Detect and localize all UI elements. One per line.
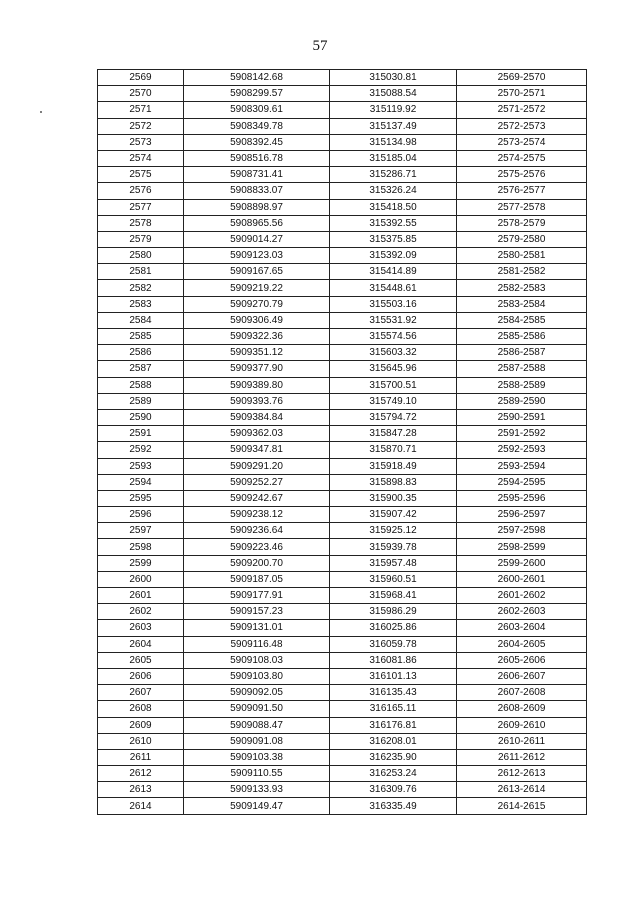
y-coordinate-cell: 315418.50 bbox=[330, 199, 457, 215]
table-row bbox=[98, 766, 587, 782]
point-number-cell: 2581 bbox=[98, 264, 184, 280]
table-row bbox=[98, 507, 587, 523]
x-coordinate-cell: 5909187.05 bbox=[184, 571, 330, 587]
x-coordinate-cell: 5909377.90 bbox=[184, 361, 330, 377]
x-coordinate-cell: 5909103.80 bbox=[184, 668, 330, 684]
table-row bbox=[98, 426, 587, 442]
table-row bbox=[98, 345, 587, 361]
segment-cell: 2582-2583 bbox=[457, 280, 587, 296]
x-coordinate-cell: 5909393.76 bbox=[184, 393, 330, 409]
segment-cell: 2579-2580 bbox=[457, 231, 587, 247]
x-coordinate-cell: 5909242.67 bbox=[184, 490, 330, 506]
x-coordinate-cell: 5909103.38 bbox=[184, 749, 330, 765]
x-coordinate-cell: 5909167.65 bbox=[184, 264, 330, 280]
x-coordinate-cell: 5909384.84 bbox=[184, 409, 330, 425]
point-number-cell: 2574 bbox=[98, 150, 184, 166]
x-coordinate-cell: 5909270.79 bbox=[184, 296, 330, 312]
segment-cell: 2593-2594 bbox=[457, 458, 587, 474]
point-number-cell: 2605 bbox=[98, 652, 184, 668]
y-coordinate-cell: 315603.32 bbox=[330, 345, 457, 361]
segment-cell: 2591-2592 bbox=[457, 426, 587, 442]
x-coordinate-cell: 5908516.78 bbox=[184, 150, 330, 166]
x-coordinate-cell: 5909219.22 bbox=[184, 280, 330, 296]
y-coordinate-cell: 315898.83 bbox=[330, 474, 457, 490]
x-coordinate-cell: 5908731.41 bbox=[184, 167, 330, 183]
y-coordinate-cell: 315531.92 bbox=[330, 312, 457, 328]
segment-cell: 2614-2615 bbox=[457, 798, 587, 814]
table-row bbox=[98, 215, 587, 231]
x-coordinate-cell: 5908299.57 bbox=[184, 86, 330, 102]
y-coordinate-cell: 315030.81 bbox=[330, 70, 457, 86]
segment-cell: 2583-2584 bbox=[457, 296, 587, 312]
segment-cell: 2602-2603 bbox=[457, 604, 587, 620]
y-coordinate-cell: 316253.24 bbox=[330, 766, 457, 782]
table-row bbox=[98, 199, 587, 215]
point-number-cell: 2614 bbox=[98, 798, 184, 814]
x-coordinate-cell: 5909306.49 bbox=[184, 312, 330, 328]
segment-cell: 2598-2599 bbox=[457, 539, 587, 555]
point-number-cell: 2586 bbox=[98, 345, 184, 361]
segment-cell: 2580-2581 bbox=[457, 248, 587, 264]
point-number-cell: 2606 bbox=[98, 668, 184, 684]
table-row bbox=[98, 70, 587, 86]
point-number-cell: 2580 bbox=[98, 248, 184, 264]
y-coordinate-cell: 315957.48 bbox=[330, 555, 457, 571]
segment-cell: 2577-2578 bbox=[457, 199, 587, 215]
point-number-cell: 2578 bbox=[98, 215, 184, 231]
table-row bbox=[98, 652, 587, 668]
segment-cell: 2595-2596 bbox=[457, 490, 587, 506]
segment-cell: 2587-2588 bbox=[457, 361, 587, 377]
table-row bbox=[98, 150, 587, 166]
point-number-cell: 2584 bbox=[98, 312, 184, 328]
point-number-cell: 2590 bbox=[98, 409, 184, 425]
x-coordinate-cell: 5909362.03 bbox=[184, 426, 330, 442]
x-coordinate-cell: 5909108.03 bbox=[184, 652, 330, 668]
segment-cell: 2609-2610 bbox=[457, 717, 587, 733]
coordinates-table bbox=[97, 69, 587, 815]
point-number-cell: 2579 bbox=[98, 231, 184, 247]
point-number-cell: 2571 bbox=[98, 102, 184, 118]
point-number-cell: 2599 bbox=[98, 555, 184, 571]
y-coordinate-cell: 315392.09 bbox=[330, 248, 457, 264]
x-coordinate-cell: 5909200.70 bbox=[184, 555, 330, 571]
x-coordinate-cell: 5909088.47 bbox=[184, 717, 330, 733]
table-row bbox=[98, 86, 587, 102]
table-row bbox=[98, 134, 587, 150]
table-row bbox=[98, 167, 587, 183]
x-coordinate-cell: 5909123.03 bbox=[184, 248, 330, 264]
segment-cell: 2572-2573 bbox=[457, 118, 587, 134]
table-row bbox=[98, 118, 587, 134]
y-coordinate-cell: 316101.13 bbox=[330, 668, 457, 684]
x-coordinate-cell: 5909351.12 bbox=[184, 345, 330, 361]
y-coordinate-cell: 315137.49 bbox=[330, 118, 457, 134]
segment-cell: 2570-2571 bbox=[457, 86, 587, 102]
y-coordinate-cell: 316165.11 bbox=[330, 701, 457, 717]
y-coordinate-cell: 315939.78 bbox=[330, 539, 457, 555]
table-row bbox=[98, 782, 587, 798]
y-coordinate-cell: 315088.54 bbox=[330, 86, 457, 102]
y-coordinate-cell: 315645.96 bbox=[330, 361, 457, 377]
x-coordinate-cell: 5908965.56 bbox=[184, 215, 330, 231]
y-coordinate-cell: 315503.16 bbox=[330, 296, 457, 312]
point-number-cell: 2593 bbox=[98, 458, 184, 474]
segment-cell: 2581-2582 bbox=[457, 264, 587, 280]
y-coordinate-cell: 315870.71 bbox=[330, 442, 457, 458]
table-row bbox=[98, 749, 587, 765]
y-coordinate-cell: 315134.98 bbox=[330, 134, 457, 150]
segment-cell: 2586-2587 bbox=[457, 345, 587, 361]
segment-cell: 2612-2613 bbox=[457, 766, 587, 782]
x-coordinate-cell: 5908833.07 bbox=[184, 183, 330, 199]
point-number-cell: 2601 bbox=[98, 588, 184, 604]
table-row bbox=[98, 393, 587, 409]
y-coordinate-cell: 315900.35 bbox=[330, 490, 457, 506]
table-row bbox=[98, 329, 587, 345]
table-row bbox=[98, 102, 587, 118]
segment-cell: 2603-2604 bbox=[457, 620, 587, 636]
x-coordinate-cell: 5909177.91 bbox=[184, 588, 330, 604]
point-number-cell: 2610 bbox=[98, 733, 184, 749]
point-number-cell: 2608 bbox=[98, 701, 184, 717]
point-number-cell: 2572 bbox=[98, 118, 184, 134]
segment-cell: 2608-2609 bbox=[457, 701, 587, 717]
segment-cell: 2569-2570 bbox=[457, 70, 587, 86]
segment-cell: 2601-2602 bbox=[457, 588, 587, 604]
x-coordinate-cell: 5908309.61 bbox=[184, 102, 330, 118]
x-coordinate-cell: 5908898.97 bbox=[184, 199, 330, 215]
point-number-cell: 2573 bbox=[98, 134, 184, 150]
segment-cell: 2590-2591 bbox=[457, 409, 587, 425]
segment-cell: 2599-2600 bbox=[457, 555, 587, 571]
table-row bbox=[98, 442, 587, 458]
point-number-cell: 2600 bbox=[98, 571, 184, 587]
y-coordinate-cell: 316025.86 bbox=[330, 620, 457, 636]
table-row bbox=[98, 523, 587, 539]
table-row bbox=[98, 248, 587, 264]
table-row bbox=[98, 312, 587, 328]
segment-cell: 2584-2585 bbox=[457, 312, 587, 328]
y-coordinate-cell: 315968.41 bbox=[330, 588, 457, 604]
table-row bbox=[98, 620, 587, 636]
table-row bbox=[98, 555, 587, 571]
table-row bbox=[98, 733, 587, 749]
point-number-cell: 2613 bbox=[98, 782, 184, 798]
point-number-cell: 2596 bbox=[98, 507, 184, 523]
y-coordinate-cell: 315448.61 bbox=[330, 280, 457, 296]
segment-cell: 2597-2598 bbox=[457, 523, 587, 539]
point-number-cell: 2592 bbox=[98, 442, 184, 458]
x-coordinate-cell: 5909133.93 bbox=[184, 782, 330, 798]
table-row bbox=[98, 409, 587, 425]
segment-cell: 2585-2586 bbox=[457, 329, 587, 345]
table-row bbox=[98, 668, 587, 684]
table-row bbox=[98, 685, 587, 701]
table-row bbox=[98, 458, 587, 474]
x-coordinate-cell: 5909157.23 bbox=[184, 604, 330, 620]
y-coordinate-cell: 315414.89 bbox=[330, 264, 457, 280]
point-number-cell: 2582 bbox=[98, 280, 184, 296]
segment-cell: 2611-2612 bbox=[457, 749, 587, 765]
x-coordinate-cell: 5909110.55 bbox=[184, 766, 330, 782]
x-coordinate-cell: 5909116.48 bbox=[184, 636, 330, 652]
coordinates-table-wrapper bbox=[97, 69, 586, 815]
point-number-cell: 2598 bbox=[98, 539, 184, 555]
y-coordinate-cell: 316135.43 bbox=[330, 685, 457, 701]
segment-cell: 2574-2575 bbox=[457, 150, 587, 166]
point-number-cell: 2585 bbox=[98, 329, 184, 345]
segment-cell: 2607-2608 bbox=[457, 685, 587, 701]
segment-cell: 2573-2574 bbox=[457, 134, 587, 150]
x-coordinate-cell: 5909322.36 bbox=[184, 329, 330, 345]
y-coordinate-cell: 315700.51 bbox=[330, 377, 457, 393]
x-coordinate-cell: 5908142.68 bbox=[184, 70, 330, 86]
segment-cell: 2578-2579 bbox=[457, 215, 587, 231]
point-number-cell: 2603 bbox=[98, 620, 184, 636]
x-coordinate-cell: 5909252.27 bbox=[184, 474, 330, 490]
x-coordinate-cell: 5909389.80 bbox=[184, 377, 330, 393]
point-number-cell: 2570 bbox=[98, 86, 184, 102]
x-coordinate-cell: 5909014.27 bbox=[184, 231, 330, 247]
point-number-cell: 2576 bbox=[98, 183, 184, 199]
table-row bbox=[98, 280, 587, 296]
y-coordinate-cell: 316335.49 bbox=[330, 798, 457, 814]
point-number-cell: 2597 bbox=[98, 523, 184, 539]
segment-cell: 2571-2572 bbox=[457, 102, 587, 118]
table-row bbox=[98, 264, 587, 280]
x-coordinate-cell: 5909347.81 bbox=[184, 442, 330, 458]
point-number-cell: 2609 bbox=[98, 717, 184, 733]
segment-cell: 2589-2590 bbox=[457, 393, 587, 409]
point-number-cell: 2595 bbox=[98, 490, 184, 506]
y-coordinate-cell: 315847.28 bbox=[330, 426, 457, 442]
point-number-cell: 2588 bbox=[98, 377, 184, 393]
point-number-cell: 2583 bbox=[98, 296, 184, 312]
point-number-cell: 2607 bbox=[98, 685, 184, 701]
table-row bbox=[98, 539, 587, 555]
point-number-cell: 2604 bbox=[98, 636, 184, 652]
table-row bbox=[98, 183, 587, 199]
y-coordinate-cell: 315326.24 bbox=[330, 183, 457, 199]
table-row bbox=[98, 798, 587, 814]
point-number-cell: 2575 bbox=[98, 167, 184, 183]
y-coordinate-cell: 315119.92 bbox=[330, 102, 457, 118]
y-coordinate-cell: 315286.71 bbox=[330, 167, 457, 183]
x-coordinate-cell: 5909236.64 bbox=[184, 523, 330, 539]
y-coordinate-cell: 315392.55 bbox=[330, 215, 457, 231]
x-coordinate-cell: 5908349.78 bbox=[184, 118, 330, 134]
y-coordinate-cell: 315574.56 bbox=[330, 329, 457, 345]
point-number-cell: 2611 bbox=[98, 749, 184, 765]
segment-cell: 2575-2576 bbox=[457, 167, 587, 183]
y-coordinate-cell: 316208.01 bbox=[330, 733, 457, 749]
table-row bbox=[98, 636, 587, 652]
x-coordinate-cell: 5909091.50 bbox=[184, 701, 330, 717]
segment-cell: 2596-2597 bbox=[457, 507, 587, 523]
table-row bbox=[98, 571, 587, 587]
point-number-cell: 2589 bbox=[98, 393, 184, 409]
y-coordinate-cell: 315794.72 bbox=[330, 409, 457, 425]
table-row bbox=[98, 296, 587, 312]
table-row bbox=[98, 231, 587, 247]
point-number-cell: 2602 bbox=[98, 604, 184, 620]
y-coordinate-cell: 315986.29 bbox=[330, 604, 457, 620]
table-row bbox=[98, 361, 587, 377]
y-coordinate-cell: 316235.90 bbox=[330, 749, 457, 765]
table-row bbox=[98, 474, 587, 490]
x-coordinate-cell: 5909092.05 bbox=[184, 685, 330, 701]
y-coordinate-cell: 315918.49 bbox=[330, 458, 457, 474]
y-coordinate-cell: 315925.12 bbox=[330, 523, 457, 539]
segment-cell: 2592-2593 bbox=[457, 442, 587, 458]
x-coordinate-cell: 5908392.45 bbox=[184, 134, 330, 150]
y-coordinate-cell: 316176.81 bbox=[330, 717, 457, 733]
point-number-cell: 2587 bbox=[98, 361, 184, 377]
segment-cell: 2594-2595 bbox=[457, 474, 587, 490]
segment-cell: 2576-2577 bbox=[457, 183, 587, 199]
segment-cell: 2605-2606 bbox=[457, 652, 587, 668]
x-coordinate-cell: 5909091.08 bbox=[184, 733, 330, 749]
segment-cell: 2588-2589 bbox=[457, 377, 587, 393]
x-coordinate-cell: 5909223.46 bbox=[184, 539, 330, 555]
segment-cell: 2604-2605 bbox=[457, 636, 587, 652]
table-row bbox=[98, 377, 587, 393]
y-coordinate-cell: 315907.42 bbox=[330, 507, 457, 523]
segment-cell: 2610-2611 bbox=[457, 733, 587, 749]
segment-cell: 2606-2607 bbox=[457, 668, 587, 684]
y-coordinate-cell: 315375.85 bbox=[330, 231, 457, 247]
point-number-cell: 2577 bbox=[98, 199, 184, 215]
point-number-cell: 2569 bbox=[98, 70, 184, 86]
y-coordinate-cell: 316081.86 bbox=[330, 652, 457, 668]
point-number-cell: 2591 bbox=[98, 426, 184, 442]
page-number: 57 bbox=[312, 38, 328, 54]
x-coordinate-cell: 5909291.20 bbox=[184, 458, 330, 474]
table-row bbox=[98, 604, 587, 620]
y-coordinate-cell: 315960.51 bbox=[330, 571, 457, 587]
table-row bbox=[98, 701, 587, 717]
table-row bbox=[98, 717, 587, 733]
point-number-cell: 2594 bbox=[98, 474, 184, 490]
table-body bbox=[98, 70, 587, 815]
x-coordinate-cell: 5909131.01 bbox=[184, 620, 330, 636]
table-row bbox=[98, 588, 587, 604]
x-coordinate-cell: 5909238.12 bbox=[184, 507, 330, 523]
x-coordinate-cell: 5909149.47 bbox=[184, 798, 330, 814]
y-coordinate-cell: 316309.76 bbox=[330, 782, 457, 798]
table-row bbox=[98, 490, 587, 506]
y-coordinate-cell: 315185.04 bbox=[330, 150, 457, 166]
y-coordinate-cell: 315749.10 bbox=[330, 393, 457, 409]
point-number-cell: 2612 bbox=[98, 766, 184, 782]
segment-cell: 2600-2601 bbox=[457, 571, 587, 587]
y-coordinate-cell: 316059.78 bbox=[330, 636, 457, 652]
segment-cell: 2613-2614 bbox=[457, 782, 587, 798]
scan-speck bbox=[40, 111, 42, 113]
